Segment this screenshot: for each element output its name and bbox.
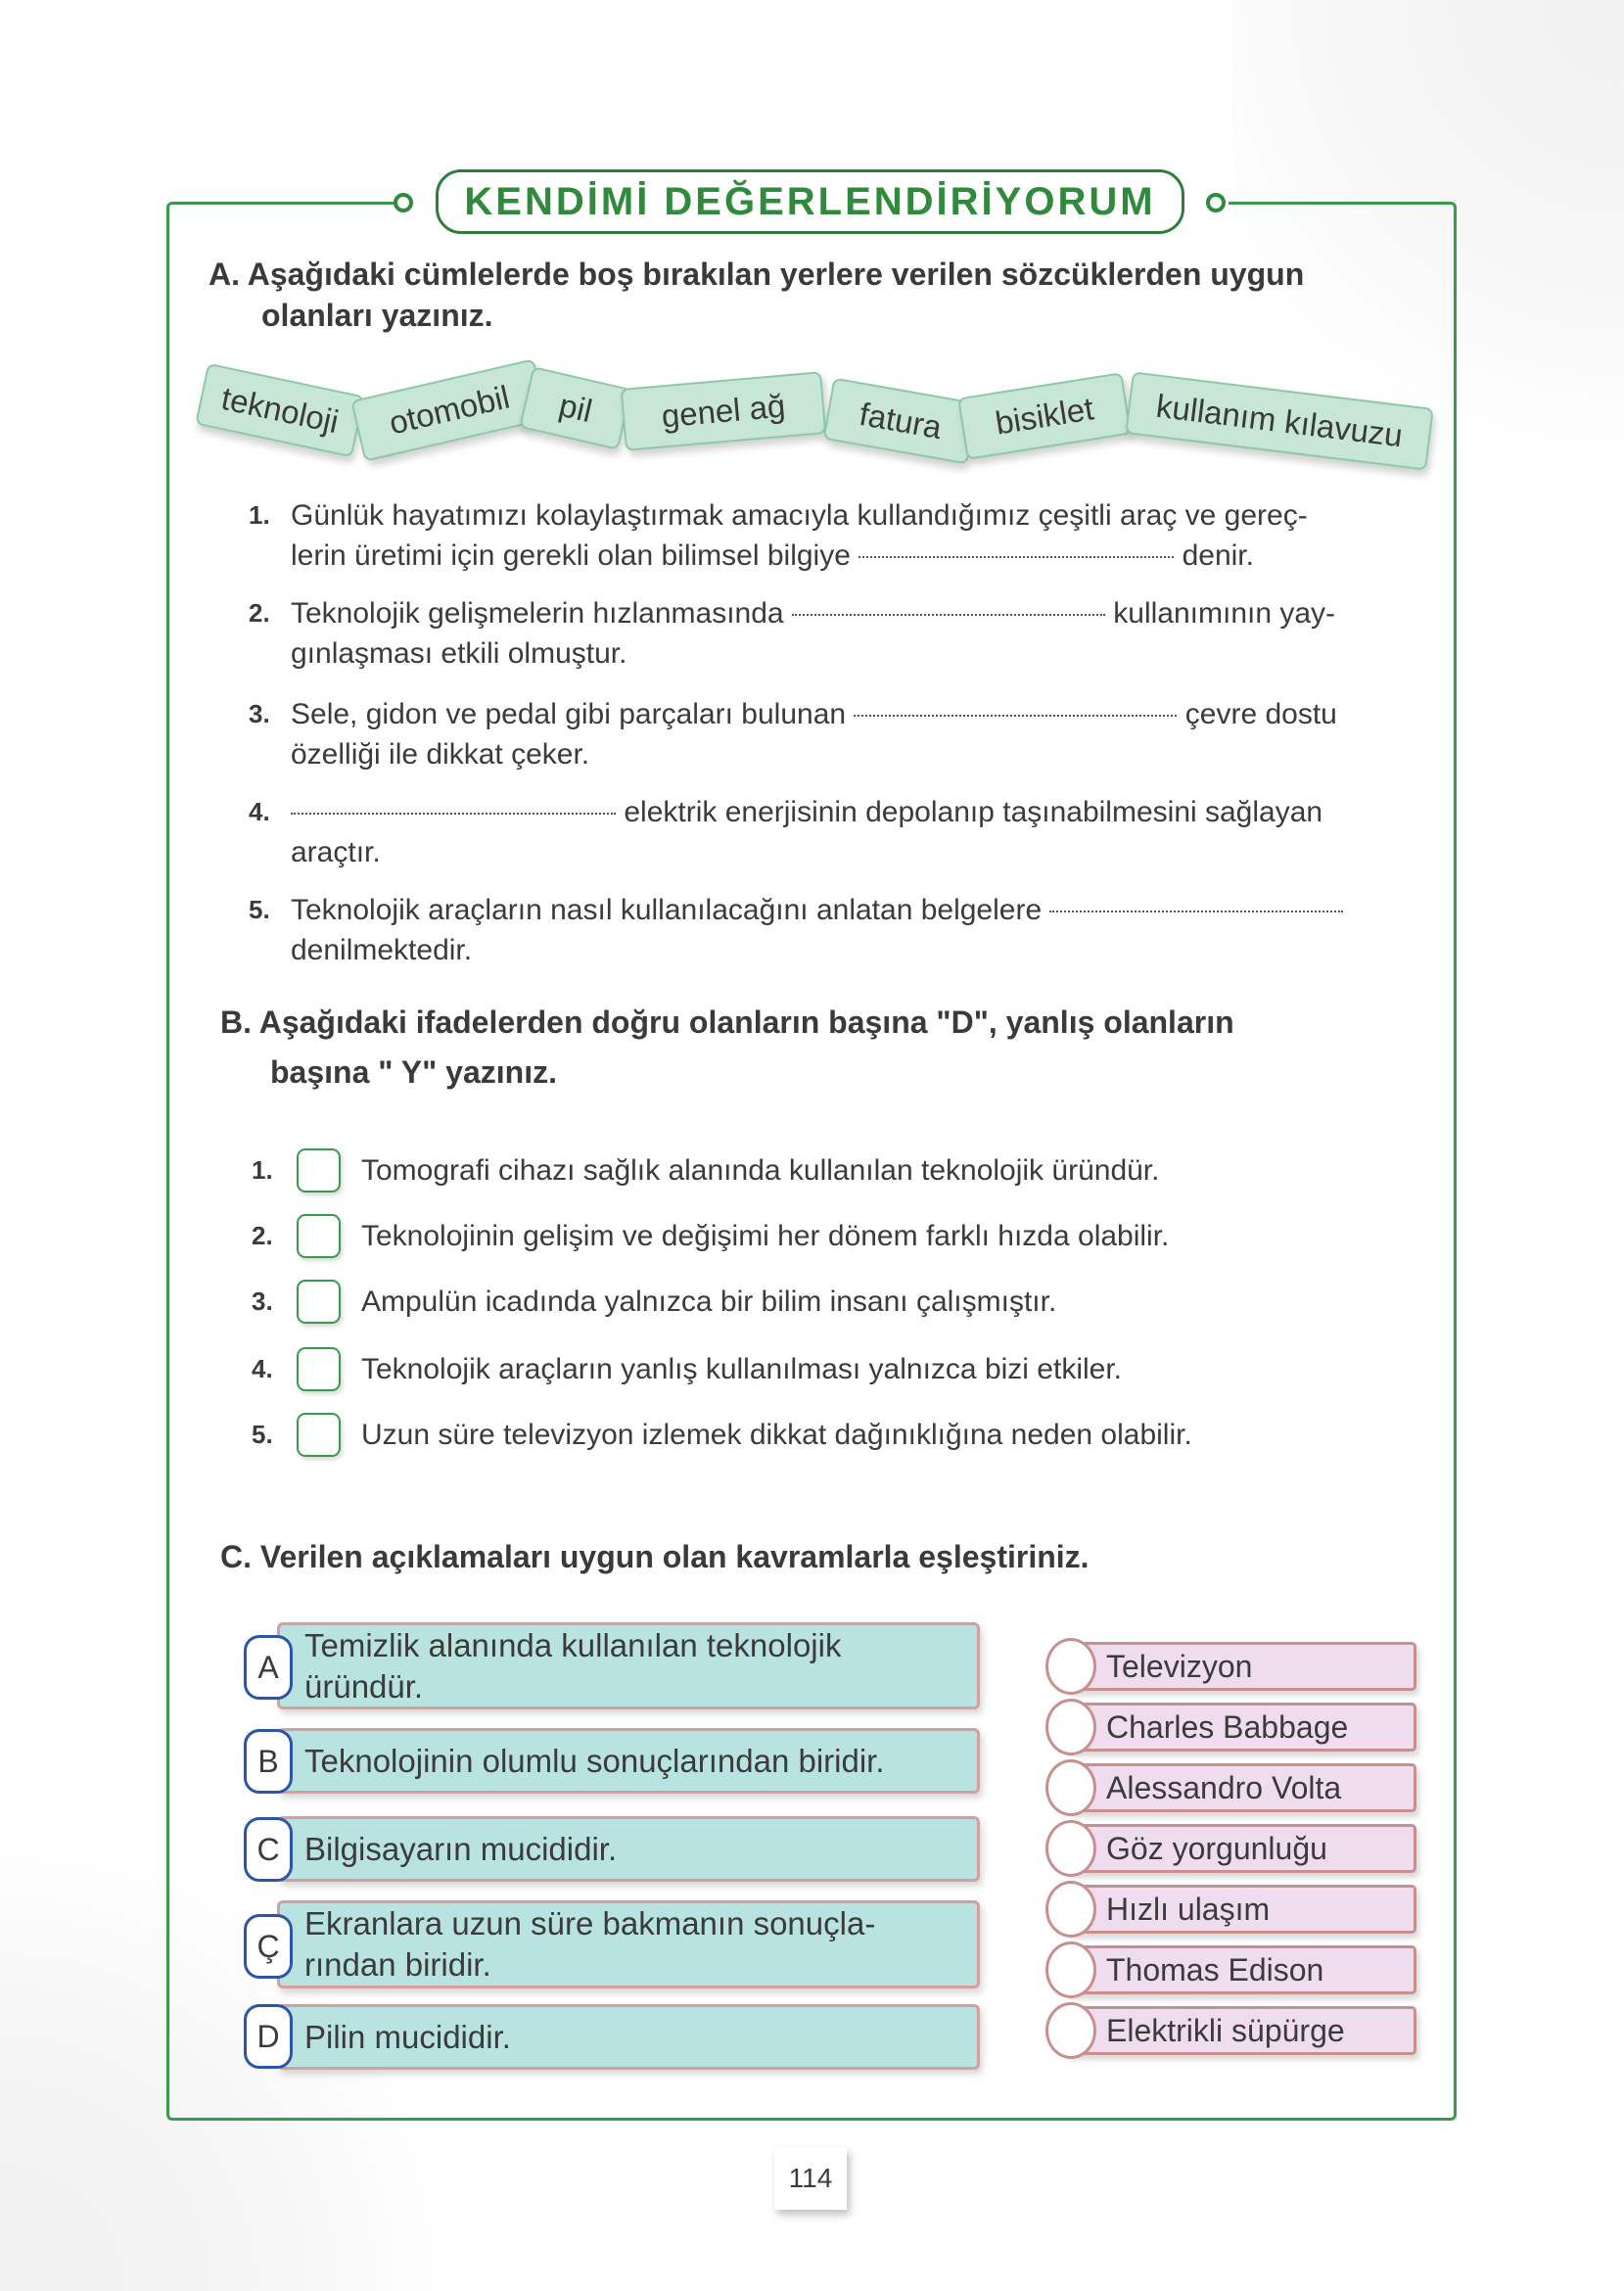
answer-circle[interactable] [1045,1941,1096,1998]
section-b-heading-cont: başına " Y" yazınız. [270,1054,557,1090]
answer-box[interactable] [297,1280,341,1324]
letter-badge: A [244,1635,293,1700]
answer-box[interactable] [297,1148,341,1192]
match-description: Teknolojinin olumlu sonuçlarından biridir. [277,1728,980,1794]
match-concept: Alessandro Volta [1067,1763,1416,1812]
letter-badge: Ç [244,1914,293,1979]
match-concept: Televizyon [1067,1642,1416,1691]
match-concept: Charles Babbage [1067,1703,1416,1752]
tf-item-1: 1. Tomografi cihazı sağlık alanında kullanılan teknolojik üründür. [252,1148,1426,1192]
section-c-heading: C. Verilen açıklamaları uygun olan kavramlarla eşleştiriniz. [220,1539,1090,1574]
tf-item-2: 2. Teknolojinin gelişim ve değişimi her dönem farklı hızda olabilir. [252,1214,1426,1258]
word-chip: pil [519,366,632,450]
answer-circle[interactable] [1045,1638,1096,1695]
blank-field[interactable] [1049,911,1343,912]
letter-badge: B [244,1729,293,1794]
match-concept: Göz yorgunluğu [1067,1824,1416,1873]
word-chip: teknoloji [195,363,365,458]
answer-circle[interactable] [1045,2002,1096,2059]
blank-field[interactable] [854,715,1177,717]
match-description: Bilgisayarın mucididir. [277,1816,980,1882]
blank-field[interactable] [291,813,616,815]
page-number: 114 [774,2147,847,2210]
answer-box[interactable] [297,1214,341,1258]
match-description: Temizlik alanında kullanılan teknolojik üründür. [277,1622,980,1709]
word-chip: kullanım kılavuzu [1125,371,1433,470]
letter-badge: C [244,1817,293,1882]
blank-field[interactable] [792,614,1105,616]
fill-item-5: 5. Teknolojik araçların nasıl kullanılacağını anlatan belgelere denilmektedir. [249,890,1428,970]
word-chip: fatura [823,377,979,464]
match-description: Pilin mucididir. [277,2004,980,2070]
match-concept: Thomas Edison [1067,1945,1416,1994]
tf-item-5: 5. Uzun süre televizyon izlemek dikkat dağınıklığına neden olabilir. [252,1413,1426,1457]
answer-circle[interactable] [1045,1820,1096,1877]
tf-item-4: 4. Teknolojik araçların yanlış kullanılması yalnızca bizi etkiler. [252,1347,1426,1391]
fill-item-1: 1. Günlük hayatımızı kolaylaştırmak amacıyla kullandığımız çeşitli araç ve gereç- lerin üretimi için gerekli olan bilimsel bilgiye denir. [249,499,1308,572]
fill-item-4: 4. elektrik enerjisinin depolanıp taşınabilmesini sağlayan araçtır. [249,796,1323,868]
match-concept: Hızlı ulaşım [1067,1885,1416,1934]
answer-circle[interactable] [1045,1881,1096,1938]
fill-item-2: 2. Teknolojik gelişmelerin hızlanmasında kullanımının yay- gınlaşması etkili olmuştur. [249,597,1336,670]
word-chip: genel ağ [621,371,827,451]
section-b-heading: B. Aşağıdaki ifadelerden doğru olanların başına "D", yanlış olanların [220,1005,1234,1040]
letter-badge: D [244,2004,293,2069]
answer-circle[interactable] [1045,1699,1096,1755]
fill-item-3: 3. Sele, gidon ve pedal gibi parçaları bulunan çevre dostu özelliği ile dikkat çeker. [249,698,1337,771]
answer-circle[interactable] [1045,1759,1096,1816]
tf-item-3: 3. Ampulün icadında yalnızca bir bilim insanı çalışmıştır. [252,1280,1426,1324]
blank-field[interactable] [858,556,1174,558]
ornament-dot [394,193,413,212]
word-chip: otomobil [350,358,547,462]
match-concept: Elektrikli süpürge [1067,2006,1416,2055]
word-chip: bisiklet [957,372,1132,460]
answer-box[interactable] [297,1347,341,1391]
answer-box[interactable] [297,1413,341,1457]
section-a-heading-cont: olanları yazınız. [261,298,493,333]
page-title: KENDİMİ DEĞERLENDİRİYORUM [436,169,1184,234]
match-description: Ekranlara uzun süre bakmanın sonuçla- rından biridir. [277,1900,980,1988]
ornament-dot [1206,193,1226,212]
section-a-heading: A. Aşağıdaki cümlelerde boş bırakılan yerlere verilen sözcüklerden uygun [209,257,1305,292]
